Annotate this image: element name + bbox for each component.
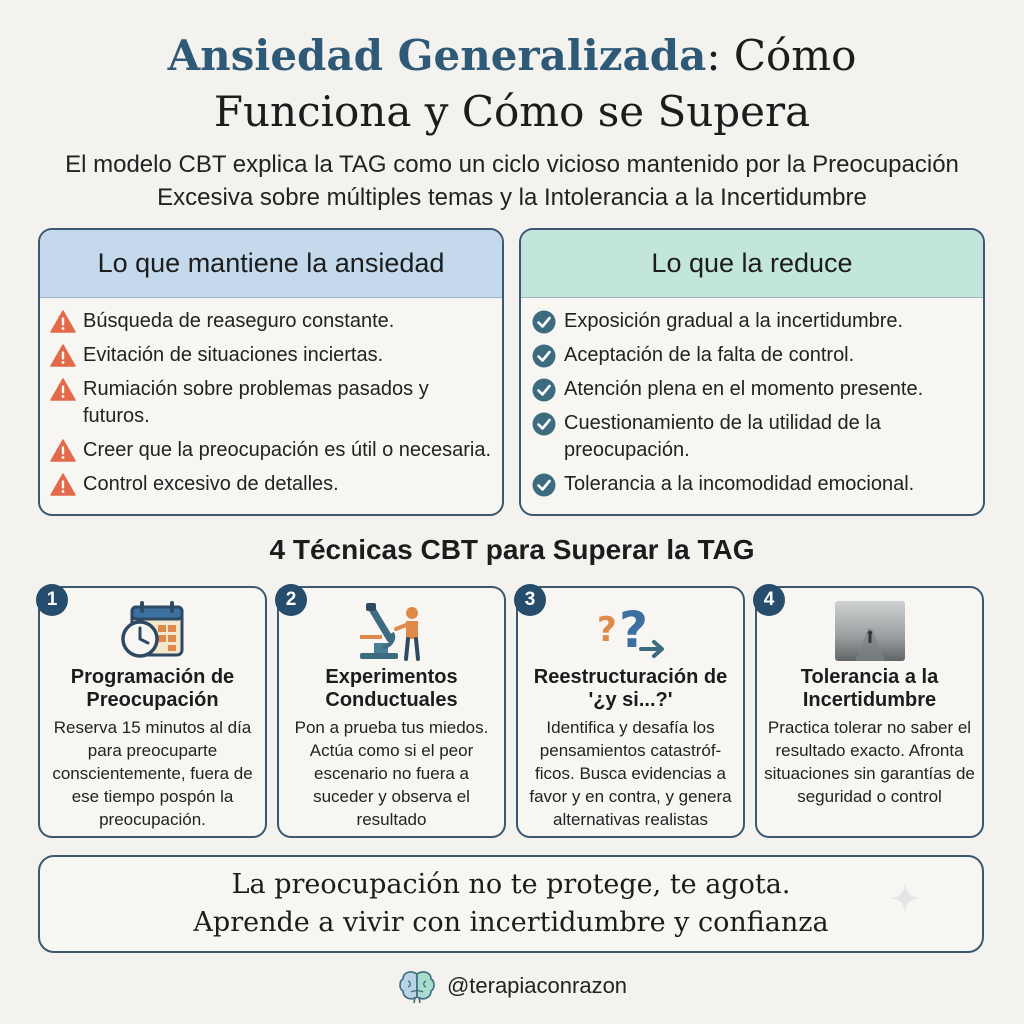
footer-handle: @terapiaconrazon <box>446 973 628 998</box>
maintains-item-text: Creer que la preocupación es útil o necesaria. <box>83 439 492 461</box>
sparkle-icon <box>888 881 922 915</box>
card-title: Reestructuración de '¿y si...?' <box>533 666 728 711</box>
reduces-item-text: Exposición gradual a la incertidumbre. <box>564 310 904 332</box>
maintains-item-text: Control excesivo de detalles. <box>83 473 339 495</box>
list-item <box>531 410 975 464</box>
title-accent: Ansiedad Generalizada <box>167 31 707 80</box>
foggy-path-photo <box>830 598 910 664</box>
check-circle-icon <box>531 343 557 369</box>
card-number-badge: 4 <box>753 584 785 616</box>
maintains-heading: Lo que mantiene la ansiedad <box>40 230 502 298</box>
check-circle-icon <box>531 309 557 335</box>
technique-card-2 <box>277 586 506 838</box>
warning-icon <box>50 377 76 403</box>
check-circle-icon <box>531 377 557 403</box>
card-title: Experimentos Conductuales <box>325 666 458 711</box>
maintains-item-text: Rumiación sobre problemas pasados y futuros. <box>83 378 429 427</box>
maintains-item-text: Evitación de situaciones inciertas. <box>83 344 384 366</box>
card-number-badge: 2 <box>275 584 307 616</box>
card-text: Pon a prueba tus miedos. Actúa como si el peor escenario no fuera a suceder y observa el resultado <box>294 718 489 829</box>
list-item <box>50 342 494 369</box>
reduces-item-text: Atención plena en el momento presente. <box>564 378 924 400</box>
svg-text:?: ? <box>618 601 648 659</box>
warning-icon <box>50 343 76 369</box>
card-title: Programación de Preocupación <box>70 666 235 711</box>
reduces-panel <box>519 228 985 516</box>
list-item <box>50 376 494 430</box>
brain-icon <box>397 968 437 1004</box>
reduces-list <box>521 298 983 498</box>
calendar-clock-icon <box>113 598 193 664</box>
card-number-badge: 3 <box>514 584 546 616</box>
techniques-heading: 4 Técnicas CBT para Superar la TAG <box>269 534 755 565</box>
technique-card-4 <box>755 586 984 838</box>
list-item <box>50 471 494 498</box>
check-circle-icon <box>531 472 557 498</box>
closing-quote <box>38 855 984 953</box>
card-text: Practica tolerar no saber el resultado exacto. Afronta situaciones sin garantías de seguridad o control <box>764 718 975 806</box>
check-circle-icon <box>531 411 557 437</box>
subtitle-line-1: El modelo CBT explica la TAG como un ciclo vicioso mantenido por la Preocupación <box>65 151 959 178</box>
maintains-list <box>40 298 502 498</box>
quote-line-1: La preocupación no te protege, te agota. <box>231 869 791 900</box>
list-item <box>531 376 975 403</box>
question-arrow-icon <box>591 598 671 664</box>
quote-line-2: Aprende a vivir con incertidumbre y confianza <box>193 907 829 938</box>
microscope-person-icon <box>352 598 432 664</box>
card-number-badge: 1 <box>36 584 68 616</box>
card-text: Reserva 15 minutos al día para preocuparte conscientemente, fuera de ese tiempo pospón la preocupación. <box>52 718 253 829</box>
footer <box>0 968 1024 1004</box>
subtitle <box>40 148 984 214</box>
list-item <box>531 342 975 369</box>
list-item <box>50 437 494 464</box>
card-title: Tolerancia a la Incertidumbre <box>800 666 939 711</box>
page-title <box>0 28 1024 140</box>
svg-text:?: ? <box>596 610 617 650</box>
reduces-heading: Lo que la reduce <box>521 230 983 298</box>
card-text: Identifica y desafía los pensamientos catastróf-ficos. Busca evidencias a favor y en contra, y genera alternativas realistas <box>529 718 732 829</box>
warning-icon <box>50 438 76 464</box>
title-rest: : Cómo <box>706 31 857 80</box>
reduces-item-text: Tolerancia a la incomodidad emocional. <box>564 473 915 495</box>
subtitle-line-2: Excesiva sobre múltiples temas y la Intolerancia a la Incertidumbre <box>157 184 867 211</box>
maintains-item-text: Búsqueda de reaseguro constante. <box>83 310 395 332</box>
reduces-item-text: Aceptación de la falta de control. <box>564 344 855 366</box>
warning-icon <box>50 309 76 335</box>
list-item <box>531 308 975 335</box>
list-item <box>531 471 975 498</box>
technique-card-3 <box>516 586 745 838</box>
list-item <box>50 308 494 335</box>
title-line-2: Funciona y Cómo se Supera <box>213 87 811 136</box>
warning-icon <box>50 472 76 498</box>
technique-card-1 <box>38 586 267 838</box>
reduces-item-text: Cuestionamiento de la utilidad de la preocupación. <box>564 412 881 461</box>
maintains-panel <box>38 228 504 516</box>
